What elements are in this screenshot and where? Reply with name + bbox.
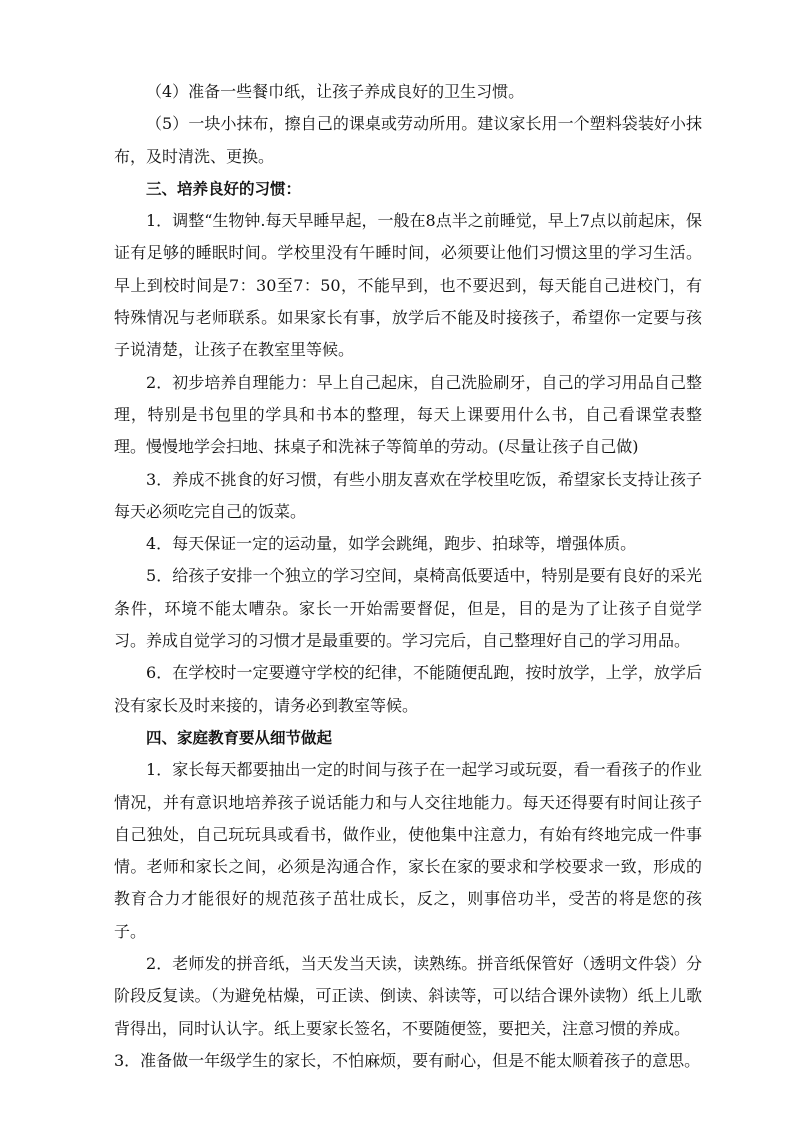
paragraph-rag: （5）一块小抹布，擦自己的课桌或劳动所用。建议家长用一个塑料袋装好小抹布，及时清洗、更换。 — [114, 114, 702, 166]
paragraph-habit-2: 2．初步培养自理能力：早上自己起床，自己洗脸刷牙，自己的学习用品自己整理，特别是书包里的学具和书本的整理，每天上课要用什么书，自己看课堂表整理。慢慢地学会扫地、抹桌子和洗袜子等简单的劳动。(尽量让孩子自己做) — [114, 372, 702, 457]
paragraph-habit-5: 5．给孩子安排一个独立的学习空间，桌椅高低要适中，特别是要有良好的采光条件，环境不能太嘈杂。家长一开始需要督促，但是，目的是为了让孩子自觉学习。养成自觉学习的习惯才是最重要的。学习完后，自己整理好自己的学习用品。 — [114, 566, 702, 651]
paragraph-family-3: 3．准备做一年级学生的家长，不怕麻烦，要有耐心，但是不能太顺着孩子的意思。 — [114, 1050, 701, 1070]
paragraph-napkins: （4）准备一些餐巾纸，让孩子养成良好的卫生习惯。 — [146, 82, 525, 101]
section-heading-habits: 三、培养良好的习惯： — [146, 179, 302, 198]
section-heading-family-education: 四、家庭教育要从细节做起 — [146, 728, 333, 747]
paragraph-habit-1: 1．调整“生物钟.每天早睡早起，一般在8点半之前睡觉，早上7点以前起床，保证有足够的睡眠时间。学校里没有午睡时间，必须要让他们习惯这里的学习生活。早上到校时间是7：30至7：50，不能早到，也不要迟到，每天能自己进校门，有特殊情况与老师联系。如果家长有事，放学后不能及时接孩子，希望你一定要与孩子说清楚，让孩子在教室里等候。 — [114, 211, 702, 360]
paragraph-habit-3: 3．养成不挑食的好习惯，有些小朋友喜欢在学校里吃饭，希望家长支持让孩子每天必须吃完自己的饭菜。 — [114, 469, 702, 521]
document-page — [114, 76, 702, 1077]
paragraph-habit-4: 4．每天保证一定的运动量，如学会跳绳，跑步、拍球等，增强体质。 — [146, 534, 637, 554]
paragraph-habit-6: 6．在学校时一定要遵守学校的纪律，不能随便乱跑，按时放学，上学，放学后没有家长及时来接的，请务必到教室等候。 — [114, 663, 702, 715]
paragraph-family-2: 2．老师发的拼音纸，当天发当天读，读熟练。拼音纸保管好（透明文件袋）分阶段反复读。（为避免枯燥，可正读、倒读、斜读等，可以结合课外读物）纸上儿歌背得出，同时认认字。纸上要家长签名，不要随便签，要把关，注意习惯的养成。 — [114, 954, 702, 1038]
paragraph-family-1: 1．家长每天都要抽出一定的时间与孩子在一起学习或玩耍，看一看孩子的作业情况，并有意识地培养孩子说话能力和与人交往地能力。每天还得要有时间让孩子自己独处，自己玩玩具或看书，做作业，使他集中注意力，有始有终地完成一件事情。老师和家长之间，必须是沟通合作，家长在家的要求和学校要求一致，形成的教育合力才能很好的规范孩子茁壮成长，反之，则事倍功半，受苦的将是您的孩子。 — [114, 760, 702, 941]
